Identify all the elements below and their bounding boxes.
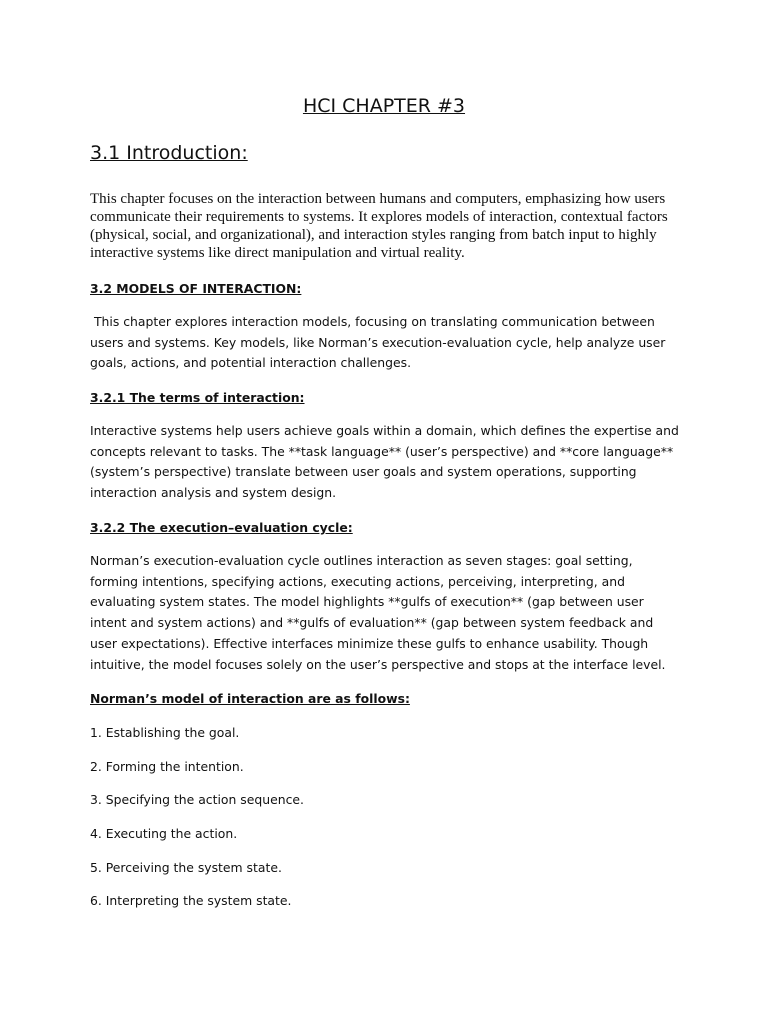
norman-step: 5. Perceiving the system state.: [90, 860, 282, 875]
heading-terms-of-interaction: 3.2.1 The terms of interaction:: [90, 390, 305, 405]
cycle-paragraph: Norman’s execution-evaluation cycle outlines interaction as seven stages: goal setting, forming intentions, specifying actions, executing actions, perceiving, interpreting, and evaluating system states. The model highlights **gulfs of execution** (gap between user intent and system actions) and **gulfs of evaluation** (gap between system feedback and user expectations). Effective interfaces minimize these gulfs to enhance usability. Though intuitive, the model focuses solely on the user’s perspective and stops at the interface level.: [90, 553, 666, 672]
heading-execution-evaluation-cycle: 3.2.2 The execution–evaluation cycle:: [90, 520, 353, 535]
models-paragraph: This chapter explores interaction models, focusing on translating communication between users and systems. Key models, like Norman’s execution-evaluation cycle, help analyze user goals, actions, and potential interaction challenges.: [90, 314, 670, 371]
norman-step: 2. Forming the intention.: [90, 759, 244, 774]
document-title: HCI CHAPTER #3: [302, 95, 466, 117]
terms-paragraph: Interactive systems help users achieve goals within a domain, which defines the expertise and concepts relevant to tasks. The **task language** (user’s perspective) and **core language** (system’s perspective) translate between user goals and system operations, supporting interaction analysis and system design.: [90, 423, 679, 501]
heading-models-of-interaction: 3.2 MODELS OF INTERACTION:: [90, 281, 302, 296]
intro-paragraph: This chapter focuses on the interaction between humans and computers, emphasizing how users communicate their requirements to systems. It explores models of interaction, contextual factors (physical, social, and organizational), and interaction styles ranging from batch input to highly interactive systems like direct manipulation and virtual reality.: [90, 191, 668, 261]
heading-norman-model: Norman’s model of interaction are as follows:: [90, 691, 410, 706]
norman-step: 3. Specifying the action sequence.: [90, 792, 304, 807]
norman-step: 6. Interpreting the system state.: [90, 893, 292, 908]
norman-step: 1. Establishing the goal.: [90, 725, 240, 740]
section-heading-introduction: 3.1 Introduction:: [90, 142, 248, 164]
norman-step: 4. Executing the action.: [90, 826, 238, 841]
